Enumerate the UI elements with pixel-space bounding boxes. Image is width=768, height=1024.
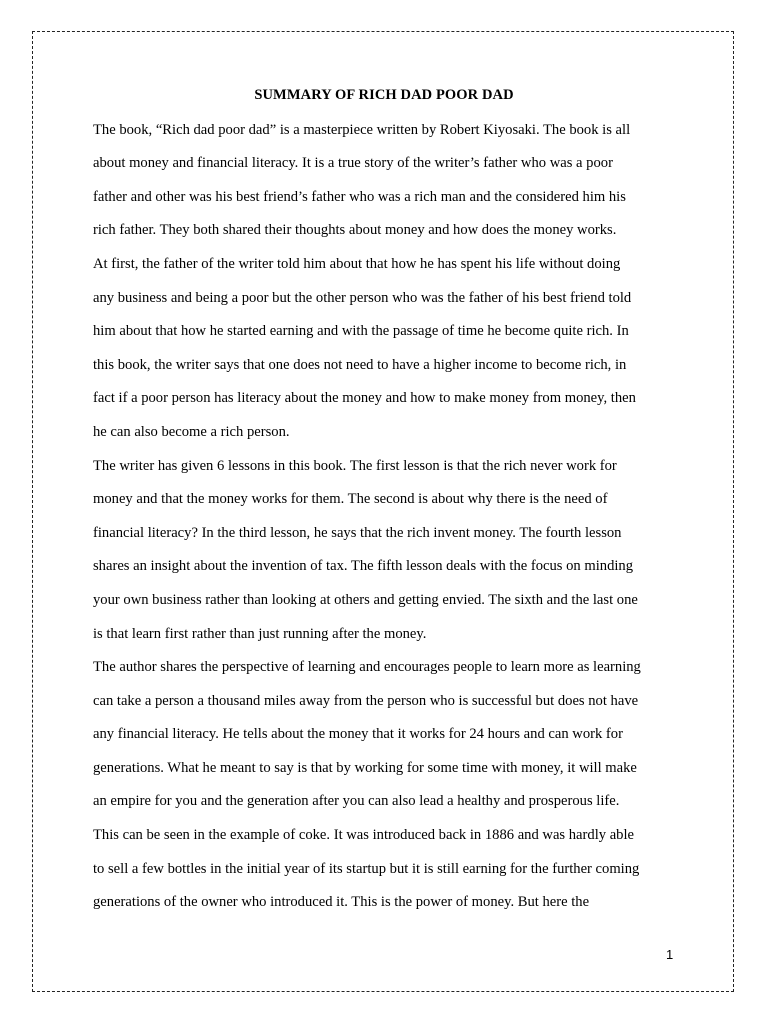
body-line: about money and financial literacy. It is a true story of the writer’s father who was a poor <box>93 155 613 171</box>
document-title: SUMMARY OF RICH DAD POOR DAD <box>254 87 514 103</box>
body-line: father and other was his best friend’s father who was a rich man and the considered him his <box>93 189 626 205</box>
body-line: he can also become a rich person. <box>93 424 290 440</box>
body-line: The author shares the perspective of learning and encourages people to learn more as learning <box>93 659 641 675</box>
body-line: is that learn first rather than just running after the money. <box>93 626 427 642</box>
body-line: this book, the writer says that one does not need to have a higher income to become rich, in <box>93 357 627 373</box>
body-line: At first, the father of the writer told him about that how he has spent his life without doing <box>93 256 621 272</box>
body-line: any financial literacy. He tells about the money that it works for 24 hours and can work for <box>93 726 623 742</box>
body-line: him about that how he started earning and with the passage of time he become quite rich. In <box>93 323 629 339</box>
page-border <box>32 31 734 992</box>
body-line: This can be seen in the example of coke. It was introduced back in 1886 and was hardly able <box>93 827 635 843</box>
body-line: money and that the money works for them. The second is about why there is the need of <box>93 491 608 507</box>
body-line: financial literacy? In the third lesson, he says that the rich invent money. The fourth lesson <box>93 525 622 541</box>
body-line: your own business rather than looking at others and getting envied. The sixth and the last one <box>93 592 638 608</box>
body-line: an empire for you and the generation after you can also lead a healthy and prosperous life. <box>93 793 620 809</box>
body-line: shares an insight about the invention of tax. The fifth lesson deals with the focus on minding <box>93 558 634 574</box>
body-line: generations. What he meant to say is that by working for some time with money, it will make <box>93 760 637 776</box>
body-line: any business and being a poor but the other person who was the father of his best friend told <box>93 290 632 306</box>
body-line: fact if a poor person has literacy about the money and how to make money from money, then <box>93 390 636 406</box>
page-number: 1 <box>666 947 674 962</box>
body-line: to sell a few bottles in the initial year of its startup but it is still earning for the further coming <box>93 861 640 877</box>
body-line: rich father. They both shared their thoughts about money and how does the money works. <box>93 222 617 238</box>
body-line: The book, “Rich dad poor dad” is a masterpiece written by Robert Kiyosaki. The book is all <box>93 122 631 138</box>
body-line: The writer has given 6 lessons in this book. The first lesson is that the rich never work for <box>93 458 617 474</box>
body-line: can take a person a thousand miles away from the person who is successful but does not have <box>93 693 639 709</box>
body-line: generations of the owner who introduced it. This is the power of money. But here the <box>93 894 590 910</box>
